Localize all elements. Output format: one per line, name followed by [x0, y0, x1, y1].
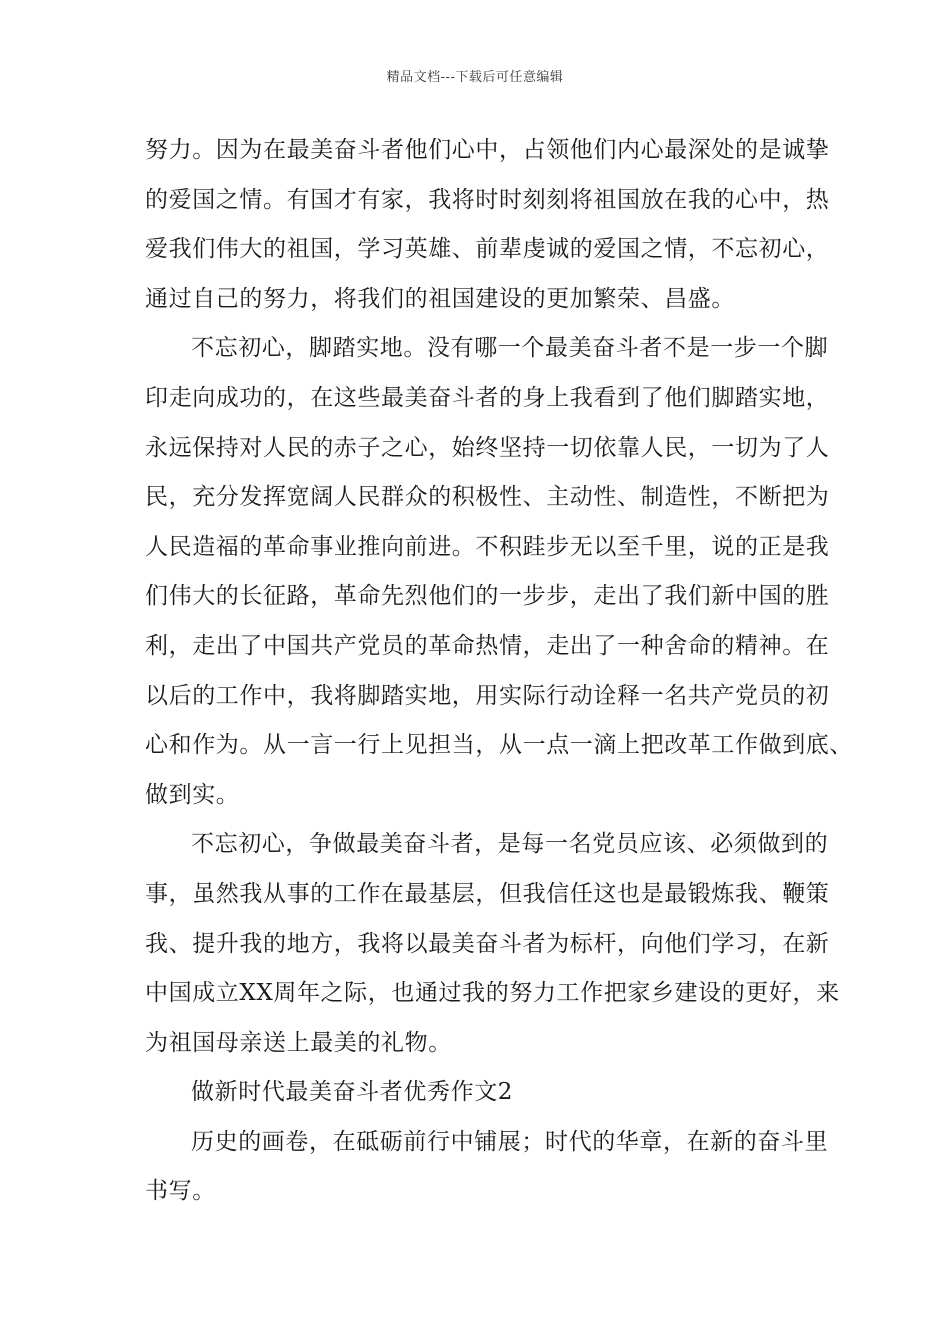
- text-line: 心和作为。从一言一行上见担当，从一点一滴上把改革工作做到底、: [145, 732, 853, 759]
- text-line: 努力。因为在最美奋斗者他们心中，占领他们内心最深处的是诚挚: [145, 137, 830, 163]
- text-line: 人民造福的革命事业推向前进。不积跬步无以至千里，说的正是我: [145, 533, 830, 560]
- text-line: 做到实。: [145, 781, 240, 808]
- text-line: 民，充分发挥宽阔人民群众的积极性、主动性、制造性，不断把为: [145, 484, 830, 511]
- text-line: 事，虽然我从事的工作在最基层，但我信任这也是最锻炼我、鞭策: [145, 880, 830, 907]
- document-body: [145, 126, 853, 1217]
- text-line: 永远保持对人民的赤子之心，始终坚持一切依靠人民，一切为了人: [145, 434, 830, 461]
- text-line: 我、提升我的地方，我将以最美奋斗者为标杆，向他们学习，在新: [145, 930, 830, 957]
- text-line: 通过自己的努力，将我们的祖国建设的更加繁荣、昌盛。: [145, 285, 735, 312]
- paragraph-start-line: 历史的画卷，在砥砺前行中铺展；时代的华章，在新的奋斗里: [191, 1128, 829, 1155]
- text-line: 爱我们伟大的祖国，学习英雄、前辈虔诚的爱国之情，不忘初心，: [145, 236, 830, 263]
- paragraph-start-line: 不忘初心，脚踏实地。没有哪一个最美奋斗者不是一步一个脚: [191, 335, 829, 362]
- text-line: 的爱国之情。有国才有家，我将时时刻刻将祖国放在我的心中，热: [145, 186, 830, 213]
- text-line: 以后的工作中，我将脚踏实地，用实际行动诠释一名共产党员的初: [145, 682, 830, 709]
- section-title: 做新时代最美奋斗者优秀作文2: [191, 1079, 514, 1106]
- paragraph-start-line: 不忘初心，争做最美奋斗者，是每一名党员应该、必须做到的: [191, 831, 829, 858]
- text-line: 中国成立XX周年之际，也通过我的努力工作把家乡建设的更好，来: [145, 980, 840, 1007]
- text-line: 利，走出了中国共产党员的革命热情，走出了一种舍命的精神。在: [145, 632, 830, 659]
- text-line: 印走向成功的，在这些最美奋斗者的身上我看到了他们脚踏实地，: [145, 384, 830, 411]
- text-line: 们伟大的长征路，革命先烈他们的一步步，走出了我们新中国的胜: [145, 583, 830, 610]
- page-header: 精品文档---下载后可任意编辑: [386, 70, 564, 85]
- text-line: 书写。: [145, 1178, 216, 1205]
- text-line: 为祖国母亲送上最美的礼物。: [145, 1029, 452, 1056]
